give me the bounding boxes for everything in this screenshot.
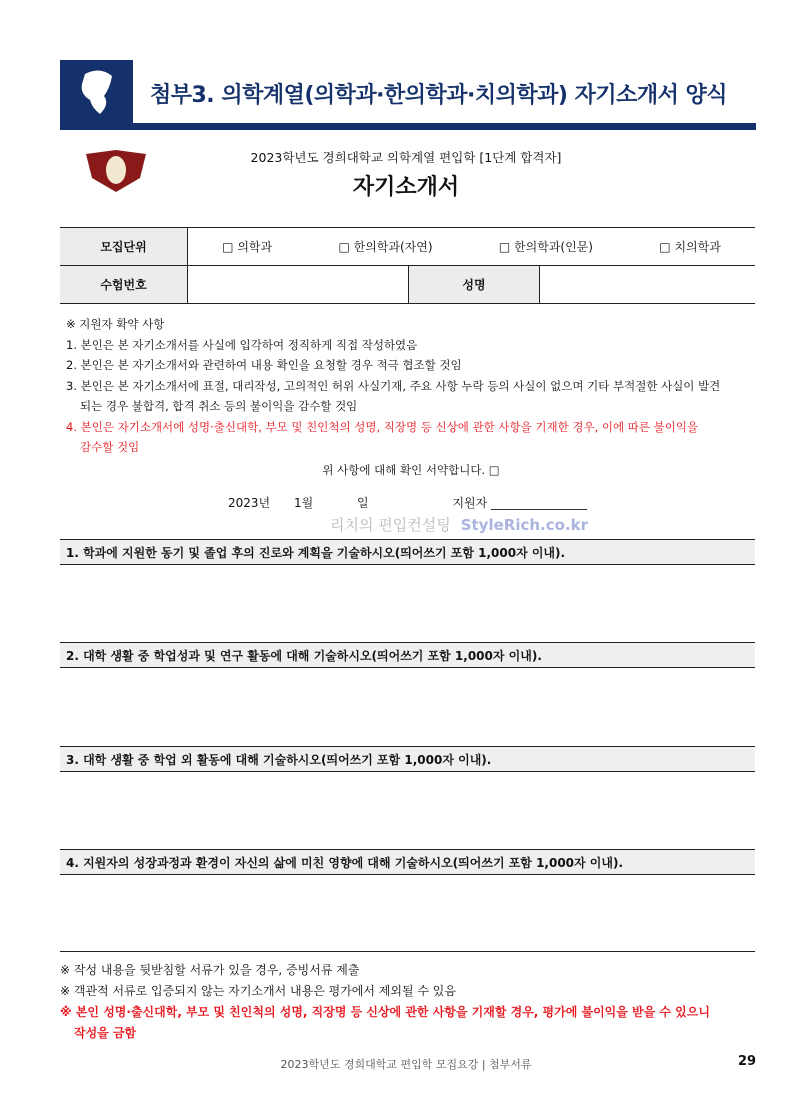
section-title: 첨부3. 의학계열(의학과·한의학과·치의학과) 자기소개서 양식 — [150, 83, 728, 108]
exam-number-label: 수험번호 — [60, 266, 188, 304]
lion-icon — [60, 60, 133, 123]
unit-options — [188, 228, 756, 266]
pledge-section — [66, 314, 756, 480]
pledge-item: 되는 경우 불합격, 합격 취소 등의 불이익을 감수할 것임 — [80, 399, 358, 413]
option-korean-medicine-humanities[interactable]: □ 한의학과(인문) — [498, 240, 593, 254]
form-subtitle: 2023학년도 경희대학교 의학계열 편입학 [1단계 합격자] — [250, 150, 562, 165]
applicant-info-table — [60, 227, 755, 304]
pledge-item-warning: 4. 본인은 자기소개서에 성명·출신대학, 부모 및 친인척의 성명, 직장명 등 신상에 관한 사항을 기재한 경우, 이에 따른 불이익을 — [66, 419, 699, 434]
signature-line — [228, 494, 587, 511]
form-title: 자기소개서 — [352, 175, 460, 200]
question-3: 3. 대학 생활 중 학업 외 활동에 대해 기술하시오(띄어쓰기 포함 1,000자 이내). — [60, 746, 755, 772]
option-korean-medicine-science[interactable]: □ 한의학과(자연) — [338, 240, 433, 254]
watermark-url: StyleRich.co.kr — [460, 516, 588, 534]
year: 2023년 — [228, 496, 271, 510]
question-1: 1. 학과에 지원한 동기 및 졸업 후의 진로와 계획을 기술하시오(띄어쓰기 포함 1,000자 이내). — [60, 539, 755, 565]
day: 일 — [357, 496, 369, 510]
page-footer: 2023학년도 경희대학교 편입학 모집요강 | 첨부서류 — [280, 1058, 532, 1071]
pledge-confirm-checkbox[interactable]: 위 사항에 대해 확인 서약합니다. □ — [322, 462, 500, 477]
footnotes — [60, 951, 755, 1044]
name-field[interactable] — [540, 266, 756, 304]
unit-label: 모집단위 — [60, 228, 188, 266]
question-4: 4. 지원자의 성장과정과 환경이 자신의 삶에 미친 영향에 대해 기술하시오(띄어쓰기 포함 1,000자 이내). — [60, 849, 755, 875]
pledge-item: 3. 본인은 본 자기소개서에 표절, 대리작성, 고의적인 허위 사실기재, 주요 사항 누락 등의 사실이 없으며 기타 부적절한 사실이 발견 — [66, 378, 721, 393]
question-2: 2. 대학 생활 중 학업성과 및 연구 활동에 대해 기술하시오(띄어쓰기 포함 1,000자 이내). — [60, 642, 755, 668]
footnote: ※ 작성 내용을 뒷받침할 서류가 있을 경우, 증빙서류 제출 — [60, 963, 360, 977]
lion-logo — [60, 60, 133, 123]
watermark — [330, 516, 588, 534]
month: 1월 — [293, 496, 314, 510]
pledge-item: 1. 본인은 본 자기소개서를 사실에 입각하여 정직하게 직접 작성하였음 — [66, 337, 418, 352]
page-number: 29 — [738, 1054, 757, 1069]
footnote-warning: ※ 본인 성명·출신대학, 부모 및 친인척의 성명, 직장명 등 신상에 관한 사항을 기재할 경우, 평가에 불이익을 받을 수 있으니 — [60, 1005, 710, 1019]
exam-number-field[interactable] — [188, 266, 409, 304]
option-medicine[interactable]: □ 의학과 — [222, 240, 273, 254]
name-label: 성명 — [409, 266, 540, 304]
pledge-heading: ※ 지원자 확약 사항 — [66, 317, 165, 331]
pledge-item-warning: 감수할 것임 — [80, 440, 140, 454]
watermark-text: 리치의 편입컨설팅 — [330, 516, 451, 534]
header-bar — [60, 123, 756, 130]
applicant-signature[interactable]: 지원자 ________________ — [452, 496, 588, 510]
footnote: ※ 객관적 서류로 입증되지 않는 자기소개서 내용은 평가에서 제외될 수 있음 — [60, 984, 456, 998]
option-dentistry[interactable]: □ 치의학과 — [659, 240, 721, 254]
footnote-warning: 작성을 금함 — [74, 1026, 137, 1040]
pledge-item: 2. 본인은 본 자기소개서와 관련하여 내용 확인을 요청할 경우 적극 협조할 것임 — [66, 358, 462, 372]
